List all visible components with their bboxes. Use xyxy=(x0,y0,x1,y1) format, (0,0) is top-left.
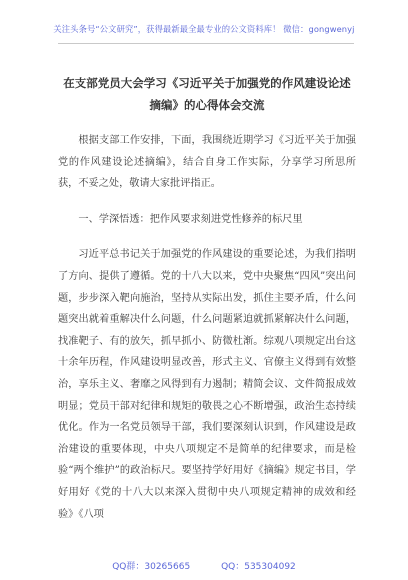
qq-group-label: QQ群： xyxy=(112,562,145,572)
section-paragraph: 习近平总书记关于加强党的作风建设的重要论述，为我们指明了方向、提供了遵循。党的十八大以来，党中央聚焦“四风”突出问题，步步深入靶向施治，坚持从实际出发，抓住主要矛盾，什么问题突出就着重解决什么问题，什么问题紧迫就抓紧解决什么问题，找准靶子、有的放矢，抓早抓小、防微杜渐。综观八项规定出台这十余年历程，作风建设明显改善，形式主义、官僚主义得到有效整治，享乐主义、奢靡之风得到有力遏制；精简会议、文件简报成效明显；党员干部对纪律和规矩的敬畏之心不断增强，政治生态持续优化。作为一名党员领导干部，我们要深刻认识到，作风建设是政治建设的重要体现，中央八项规定不是简单的纪律要求，而是检验“两个维护”的政治标尺。要坚持学好用好《摘编》规定书目，学好用好《党的十八大以来深入贯彻中央八项规定精神的成效和经验》《八项 xyxy=(58,249,356,520)
qq-label: QQ： xyxy=(221,562,245,572)
document-title xyxy=(58,72,356,116)
header-divider xyxy=(58,43,354,44)
qq-group xyxy=(112,562,190,572)
qq-contact xyxy=(221,562,296,572)
title-line-2: 摘编》的心得体会交流 xyxy=(149,98,265,112)
document-body xyxy=(58,130,356,525)
footer-contact xyxy=(0,559,408,572)
intro-paragraph: 根据支部工作安排，下面，我围绕近期学习《习近平关于加强党的作风建设论述摘编》，结合自身工作实际，分享学习所思所获，不妥之处，敬请大家批评指正。 xyxy=(58,135,356,190)
header-notice: 关注头条号“公文研究”，获得最新最全最专业的公文资料库！ 微信：gongwenyj xyxy=(53,24,355,34)
section-heading: 一、学深悟透：把作风要求刻进党性修养的标尺里 xyxy=(78,213,303,225)
qq-group-number: 30265665 xyxy=(144,562,191,572)
title-line-1: 在支部党员大会学习《习近平关于加强党的作风建设论述 xyxy=(63,76,351,90)
qq-number: 535304092 xyxy=(244,562,296,572)
